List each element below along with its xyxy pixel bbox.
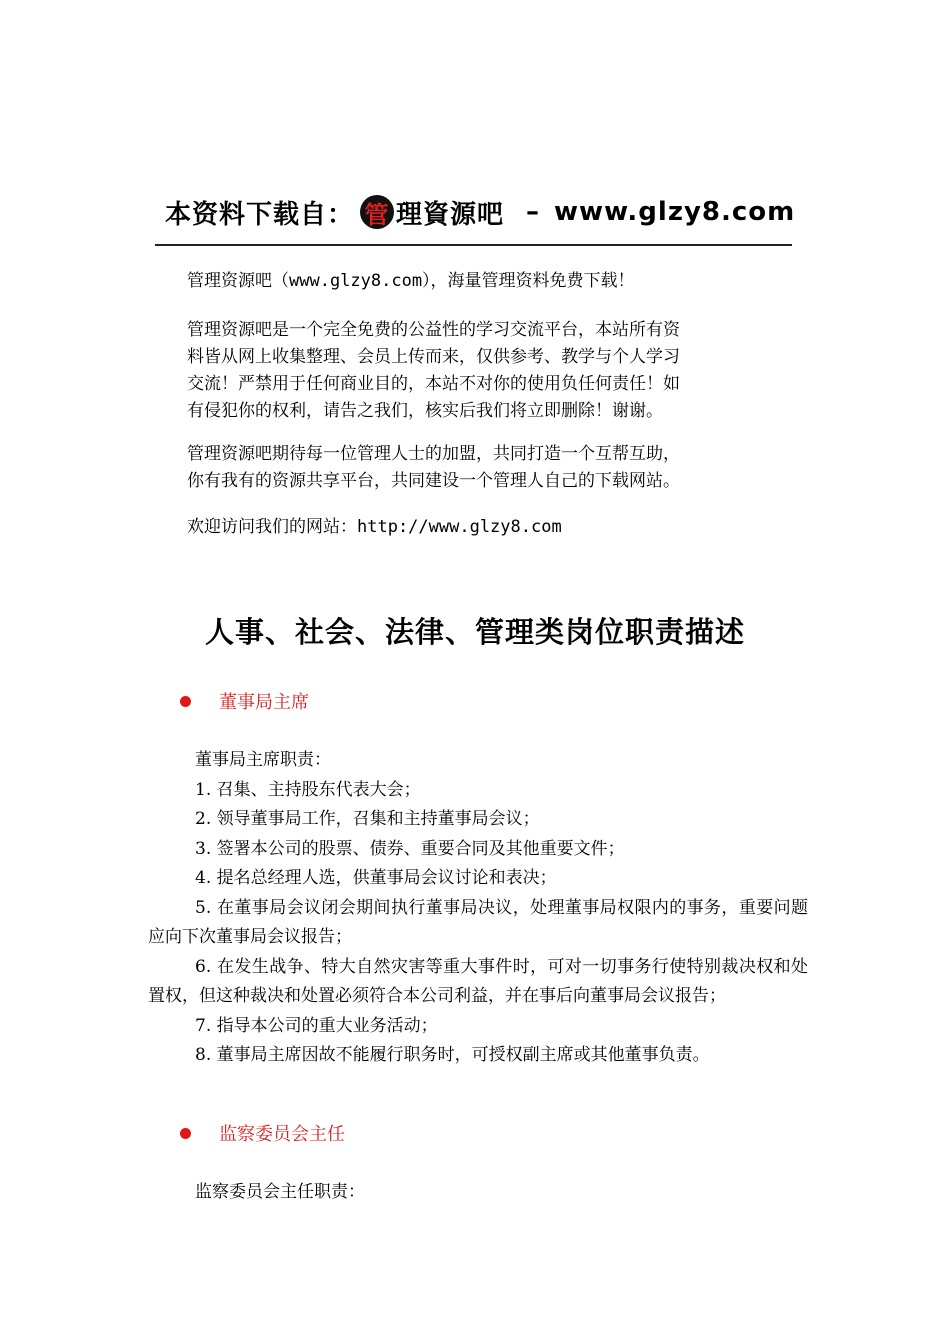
list-item: 6. 在发生战争、特大自然灾害等重大事件时，可对一切事务行使特别裁决权和处置权，但这种裁决和处置必须符合本公司利益，并在事后向董事局会议报告；	[148, 956, 808, 1006]
section-heading-text: 监察委员会主任	[219, 1124, 345, 1145]
list-item: 5. 在董事局会议闭会期间执行董事局决议，处理董事局权限内的事务，重要问题应向下次董事局会议报告；	[148, 897, 808, 947]
notice-line: 管理资源吧（www.glzy8.com），海量管理资料免费下载！	[187, 271, 635, 291]
list-item: 4. 提名总经理人选，供董事局会议讨论和表决；	[195, 868, 557, 888]
section-heading-text: 董事局主席	[219, 692, 309, 713]
header-divider	[155, 244, 792, 246]
bullet-icon	[180, 696, 191, 707]
section-heading-supervisory	[180, 1120, 345, 1146]
notice-line: 有侵犯你的权利，请告之我们，核实后我们将立即删除！谢谢。	[187, 401, 663, 421]
notice-line: 料皆从网上收集整理、会员上传而来，仅供参考、教学与个人学习	[187, 347, 680, 367]
notice-invitation	[187, 441, 787, 495]
section-body-supervisory	[148, 1178, 808, 1208]
list-item: 1. 召集、主持股东代表大会；	[195, 779, 421, 800]
notice-line: 管理资源吧是一个完全免费的公益性的学习交流平台，本站所有资	[187, 320, 680, 340]
download-source-banner	[165, 190, 805, 234]
banner-prefix: 本资料下载自：	[165, 199, 355, 230]
notice-disclaimer	[187, 317, 787, 425]
paragraph: 董事局主席职责：	[195, 750, 331, 770]
banner-site-name: 理資源吧	[396, 199, 505, 230]
site-logo-icon: 管	[360, 195, 394, 229]
banner-separator: –	[526, 197, 541, 227]
section-body-chairman	[148, 746, 808, 1071]
notice-line: 交流！严禁用于任何商业目的，本站不对你的使用负任何责任！如	[187, 374, 680, 394]
paragraph: 监察委员会主任职责：	[195, 1182, 365, 1202]
document-title: 人事、社会、法律、管理类岗位职责描述	[204, 615, 745, 649]
list-item: 8. 董事局主席因故不能履行职务时，可授权副主席或其他董事负责。	[195, 1045, 710, 1065]
notice-line: 你有我有的资源共享平台，共同建设一个管理人自己的下载网站。	[187, 471, 680, 491]
notice-visit-link[interactable]: 欢迎访问我们的网站：http://www.glzy8.com	[187, 517, 562, 537]
banner-url[interactable]: www.glzy8.com	[554, 197, 796, 227]
section-heading-chairman	[180, 688, 309, 714]
list-item: 2. 领导董事局工作，召集和主持董事局会议；	[195, 809, 540, 829]
notice-line: 管理资源吧期待每一位管理人士的加盟，共同打造一个互帮互助，	[187, 444, 680, 464]
list-item: 3. 签署本公司的股票、债券、重要合同及其他重要文件；	[195, 838, 625, 859]
notice-intro	[187, 268, 787, 295]
bullet-icon	[180, 1128, 191, 1139]
notice-visit	[187, 514, 787, 541]
list-item: 7. 指导本公司的重大业务活动；	[195, 1015, 438, 1036]
